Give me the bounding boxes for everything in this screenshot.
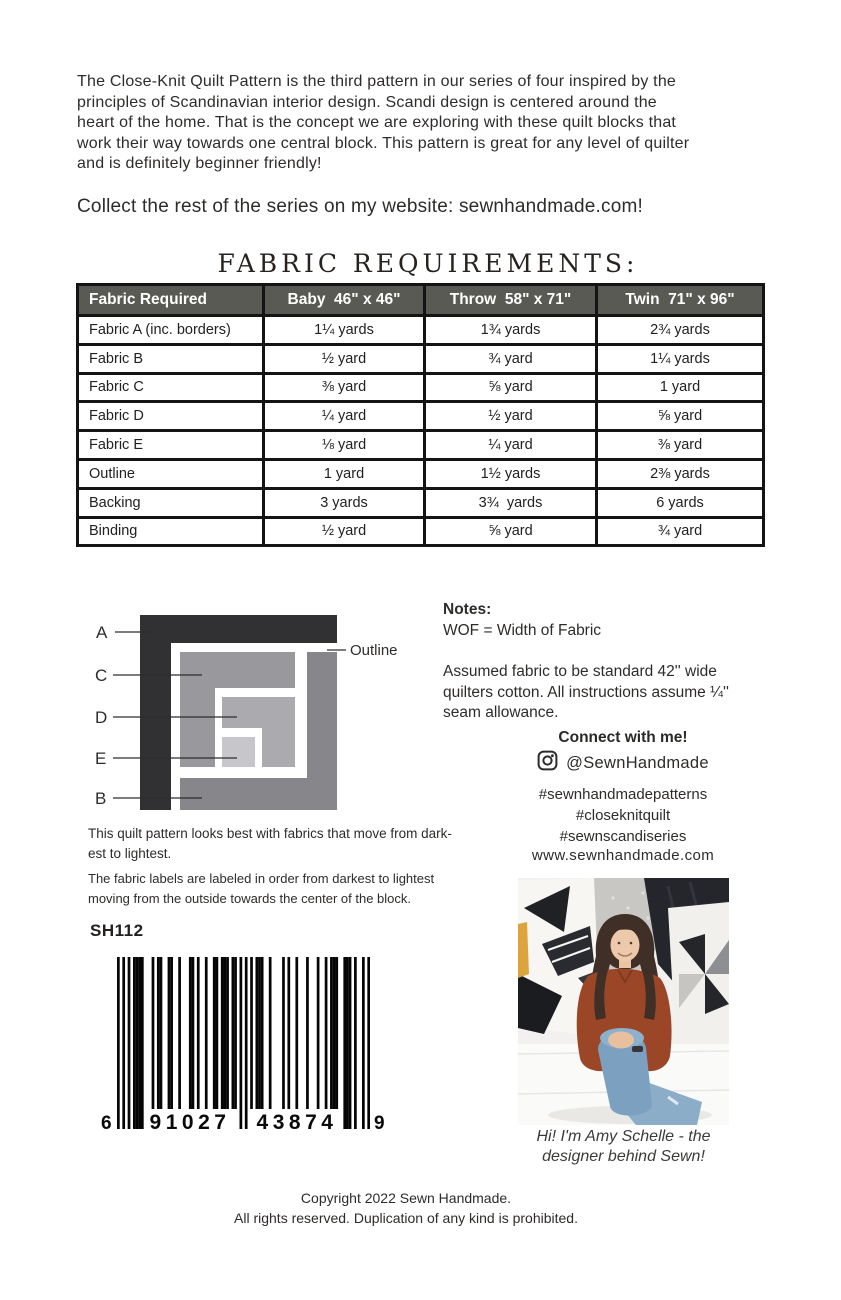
fabric-name-cell: Fabric A (inc. borders) bbox=[78, 316, 264, 345]
yardage-cell: 2¾ yards bbox=[597, 316, 764, 345]
col-header-fabric-required: Fabric Required bbox=[78, 285, 264, 316]
barcode-bar bbox=[192, 957, 195, 1109]
intro-line: and is definitely beginner friendly! bbox=[77, 155, 322, 172]
barcode-bar bbox=[232, 957, 235, 1109]
barcode-bar bbox=[335, 957, 338, 1109]
notes-line: quilters cotton. All instructions assume ¼'' bbox=[443, 683, 729, 701]
barcode-bar bbox=[349, 957, 352, 1129]
barcode-digit-group2: 43874 bbox=[256, 1111, 338, 1134]
caption-line: est to lightest. bbox=[88, 846, 172, 861]
fabric-name-cell: Fabric B bbox=[78, 344, 264, 373]
barcode-bar bbox=[136, 957, 139, 1129]
intro-paragraph bbox=[77, 72, 777, 175]
barcode-bar bbox=[333, 957, 336, 1109]
yardage-cell: ⅜ yard bbox=[264, 373, 425, 402]
barcode-bar bbox=[346, 957, 349, 1129]
barcode-bar bbox=[240, 957, 243, 1129]
table-header-row bbox=[78, 285, 764, 316]
barcode-bar bbox=[189, 957, 192, 1109]
caption-line: The fabric labels are labeled in order from darkest to lightest bbox=[88, 871, 435, 886]
fabric-name-cell: Outline bbox=[78, 459, 264, 488]
barcode-bar bbox=[224, 957, 227, 1109]
barcode-bar bbox=[170, 957, 173, 1109]
copyright-line-1: Copyright 2022 Sewn Handmade. bbox=[300, 1190, 512, 1206]
barcode-bar bbox=[269, 957, 272, 1109]
yardage-cell: ¾ yard bbox=[425, 344, 597, 373]
table-row bbox=[78, 431, 764, 460]
barcode-bar bbox=[117, 957, 120, 1129]
fabric-name-cell: Fabric E bbox=[78, 431, 264, 460]
barcode-bar bbox=[317, 957, 320, 1109]
fabric-name-cell: Fabric C bbox=[78, 373, 264, 402]
diagram-label-d: D bbox=[95, 708, 108, 727]
barcode-bar bbox=[141, 957, 144, 1129]
barcode-bar bbox=[367, 957, 370, 1129]
photo-watch bbox=[632, 1046, 643, 1052]
yardage-cell: 3 yards bbox=[264, 488, 425, 517]
fabric-table-body bbox=[78, 316, 764, 546]
barcode-bar bbox=[205, 957, 208, 1109]
fabric-a-region bbox=[140, 615, 171, 810]
yardage-cell: ½ yard bbox=[264, 344, 425, 373]
hashtag: #sewnscandiseries bbox=[559, 828, 687, 845]
table-row bbox=[78, 316, 764, 345]
barcode-bar bbox=[234, 957, 237, 1109]
yardage-cell: 1½ yards bbox=[425, 459, 597, 488]
barcode-bar bbox=[221, 957, 224, 1109]
barcode-bar bbox=[122, 957, 125, 1129]
barcode-bar bbox=[261, 957, 264, 1109]
barcode-bar bbox=[133, 957, 136, 1129]
notes-line: seam allowance. bbox=[443, 704, 559, 721]
barcode-bar bbox=[325, 957, 328, 1109]
yardage-cell: ½ yard bbox=[264, 517, 425, 546]
fabric-b-region bbox=[180, 778, 337, 810]
intro-line: work their way towards one central block. This pattern is great for any level of quilter bbox=[77, 134, 690, 152]
yardage-cell: 2⅜ yards bbox=[597, 459, 764, 488]
barcode-bars-svg bbox=[117, 957, 370, 1129]
diagram-label-e: E bbox=[95, 749, 107, 768]
barcode-digit-check: 9 bbox=[374, 1113, 385, 1134]
website-url: www.sewnhandmade.com bbox=[531, 847, 715, 864]
hashtags-block bbox=[508, 784, 738, 847]
instagram-row bbox=[513, 750, 733, 776]
hashtag: #sewnhandmadepatterns bbox=[538, 786, 708, 803]
yardage-cell: 3¾ yards bbox=[425, 488, 597, 517]
yardage-cell: 1 yard bbox=[264, 459, 425, 488]
notes-body bbox=[443, 662, 763, 724]
barcode-bar bbox=[250, 957, 253, 1109]
table-row bbox=[78, 488, 764, 517]
barcode-bar bbox=[330, 957, 333, 1109]
upc-barcode bbox=[101, 957, 385, 1137]
notes-heading: Notes: bbox=[443, 601, 492, 618]
barcode-bar bbox=[157, 957, 160, 1109]
barcode-bar bbox=[128, 957, 131, 1129]
table-row bbox=[78, 517, 764, 546]
photo-hands bbox=[608, 1032, 634, 1049]
wof-definition: WOF = Width of Fabric bbox=[443, 621, 602, 639]
barcode-bar bbox=[255, 957, 258, 1109]
yardage-cell: 1¾ yards bbox=[425, 316, 597, 345]
quilt-block-diagram bbox=[88, 612, 433, 817]
fabric-requirements-table bbox=[76, 283, 765, 547]
photo-eye bbox=[630, 942, 633, 945]
barcode-bar bbox=[354, 957, 357, 1129]
copyright-line-2: All rights reserved. Duplication of any kind is prohibited. bbox=[234, 1210, 578, 1226]
yardage-cell: ¼ yard bbox=[425, 431, 597, 460]
photo-caption-line: designer behind Sewn! bbox=[542, 1147, 705, 1165]
fabric-requirements-title: FABRIC REQUIREMENTS: bbox=[217, 249, 639, 278]
barcode-bar bbox=[295, 957, 298, 1109]
barcode-bar bbox=[152, 957, 155, 1109]
col-header-twin: Twin 71" x 96" bbox=[597, 285, 764, 316]
barcode-bar bbox=[258, 957, 261, 1109]
fabric-name-cell: Fabric D bbox=[78, 402, 264, 431]
table-row bbox=[78, 459, 764, 488]
yardage-cell: ½ yard bbox=[425, 402, 597, 431]
photo-caption-line: Hi! I'm Amy Schelle - the bbox=[536, 1128, 711, 1145]
yardage-cell: ⅝ yard bbox=[597, 402, 764, 431]
photo-caption bbox=[503, 1127, 744, 1166]
intro-line: The Close-Knit Quilt Pattern is the third pattern in our series of four inspired by the bbox=[77, 73, 677, 90]
fabric-name-cell: Binding bbox=[78, 517, 264, 546]
barcode-bar bbox=[213, 957, 216, 1109]
barcode-bar bbox=[343, 957, 346, 1129]
intro-line: principles of Scandinavian interior design. Scandi design is centered around the bbox=[77, 93, 657, 111]
barcode-bar bbox=[287, 957, 290, 1109]
yardage-cell: 6 yards bbox=[597, 488, 764, 517]
barcode-digit-prefix: 6 bbox=[101, 1113, 112, 1134]
photo-eye bbox=[618, 942, 621, 945]
collect-series-line: Collect the rest of the series on my website: sewnhandmade.com! bbox=[77, 196, 643, 217]
yardage-cell: 1 yard bbox=[597, 373, 764, 402]
barcode-bar bbox=[216, 957, 219, 1109]
barcode-bar bbox=[226, 957, 229, 1109]
barcode-bar bbox=[245, 957, 248, 1129]
fabric-c-region bbox=[180, 652, 215, 767]
diagram-label-b: B bbox=[95, 789, 107, 808]
designer-photo bbox=[518, 878, 729, 1125]
barcode-bar bbox=[306, 957, 309, 1109]
table-row bbox=[78, 344, 764, 373]
yardage-cell: ⅝ yard bbox=[425, 517, 597, 546]
caption-line: moving from the outside towards the center of the block. bbox=[88, 891, 412, 906]
fabric-name-cell: Backing bbox=[78, 488, 264, 517]
diagram-label-a: A bbox=[96, 623, 108, 642]
fabric-d-region bbox=[262, 697, 295, 767]
diagram-label-c: C bbox=[95, 666, 108, 685]
barcode-bar bbox=[197, 957, 200, 1109]
caption-line: This quilt pattern looks best with fabrics that move from dark- bbox=[88, 826, 452, 841]
diagram-label-outline: Outline bbox=[350, 642, 398, 659]
copyright-block bbox=[0, 1188, 812, 1228]
yardage-cell: ¾ yard bbox=[597, 517, 764, 546]
diagram-caption-2 bbox=[88, 869, 434, 909]
table-row bbox=[78, 373, 764, 402]
yardage-cell: ⅝ yard bbox=[425, 373, 597, 402]
yardage-cell: 1¼ yards bbox=[264, 316, 425, 345]
yardage-cell: 1¼ yards bbox=[597, 344, 764, 373]
col-header-baby: Baby 46" x 46" bbox=[264, 285, 425, 316]
barcode-bar bbox=[160, 957, 163, 1109]
fabric-e-region bbox=[222, 737, 255, 767]
diagram-caption-1 bbox=[88, 824, 452, 864]
instagram-icon bbox=[537, 750, 558, 776]
notes-block bbox=[443, 600, 763, 724]
barcode-digit-group1: 91027 bbox=[149, 1111, 231, 1134]
instagram-handle: @SewnHandmade bbox=[566, 753, 709, 772]
yardage-cell: ⅛ yard bbox=[264, 431, 425, 460]
hashtag: #closeknitquilt bbox=[575, 807, 671, 824]
barcode-bar bbox=[362, 957, 365, 1129]
barcode-bar bbox=[168, 957, 171, 1109]
yardage-cell: ¼ yard bbox=[264, 402, 425, 431]
table-row bbox=[78, 402, 764, 431]
pattern-sku: SH112 bbox=[90, 921, 144, 940]
barcode-bar bbox=[178, 957, 181, 1109]
connect-heading: Connect with me! bbox=[558, 729, 688, 746]
notes-line: Assumed fabric to be standard 42'' wide bbox=[443, 663, 717, 680]
barcode-bar bbox=[282, 957, 285, 1109]
intro-line: heart of the home. That is the concept we are exploring with these quilt blocks that bbox=[77, 114, 677, 131]
col-header-throw: Throw 58" x 71" bbox=[425, 285, 597, 316]
yardage-cell: ⅜ yard bbox=[597, 431, 764, 460]
barcode-bar bbox=[138, 957, 141, 1129]
